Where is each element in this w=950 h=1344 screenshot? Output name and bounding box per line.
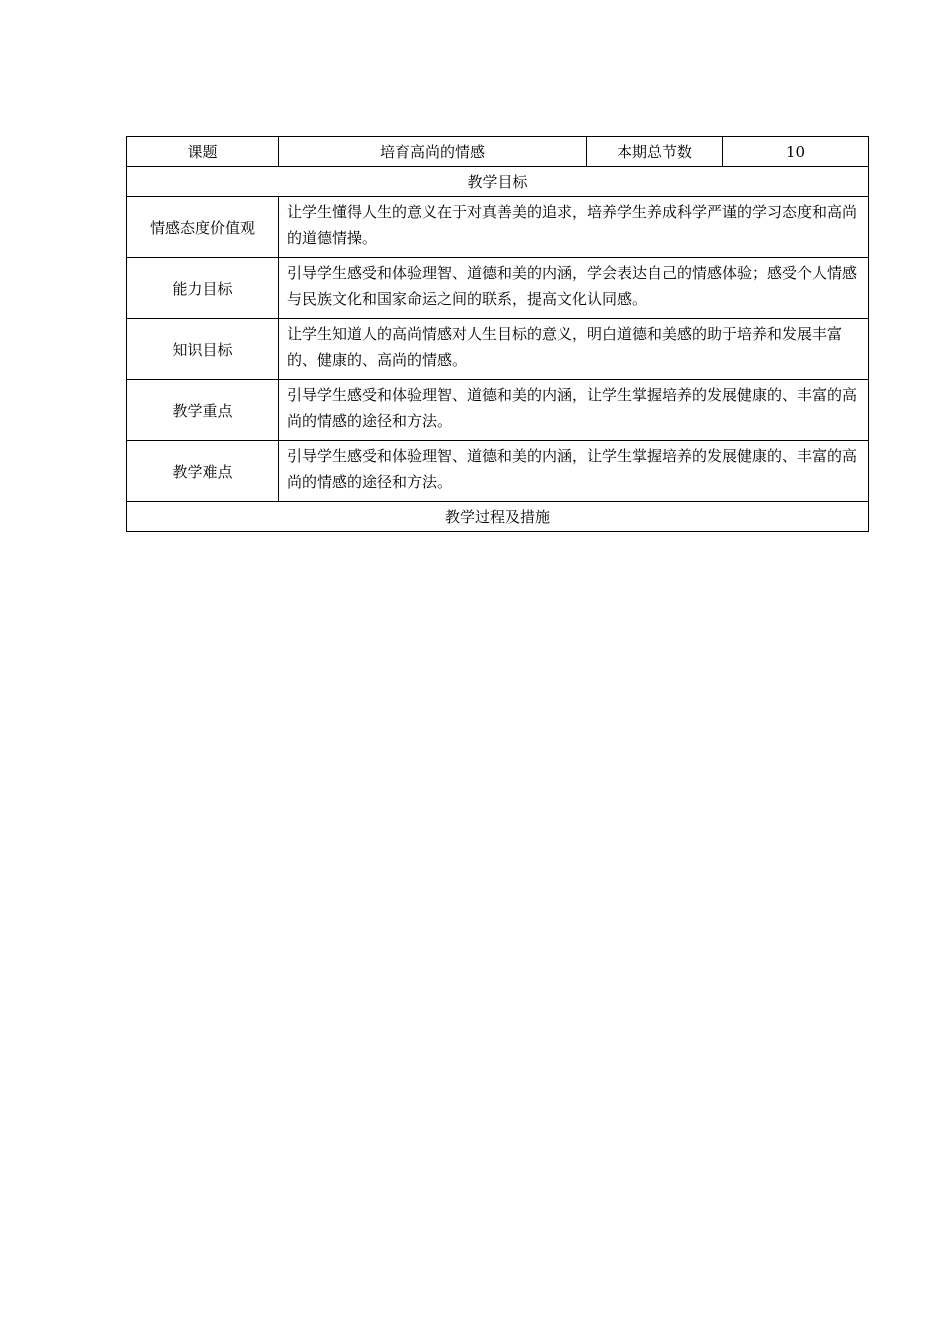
- header-row: [127, 137, 869, 167]
- row-label: 知识目标: [127, 319, 279, 380]
- lesson-plan-table: [126, 136, 869, 532]
- table-row: [127, 380, 869, 441]
- table-row: [127, 441, 869, 502]
- table-row: [127, 319, 869, 380]
- row-label: 能力目标: [127, 258, 279, 319]
- row-content: 引导学生感受和体验理智、道德和美的内涵，让学生掌握培养的发展健康的、丰富的高尚的情感的途径和方法。: [279, 441, 869, 502]
- total-sessions-value: 10: [723, 137, 869, 167]
- goals-section-title: 教学目标: [127, 167, 869, 197]
- table-row: [127, 197, 869, 258]
- row-label: 情感态度价值观: [127, 197, 279, 258]
- process-section-title: 教学过程及措施: [127, 502, 869, 532]
- row-label: 教学难点: [127, 441, 279, 502]
- topic-value: 培育高尚的情感: [279, 137, 587, 167]
- row-content: 让学生懂得人生的意义在于对真善美的追求，培养学生养成科学严谨的学习态度和高尚的道德情操。: [279, 197, 869, 258]
- row-content: 引导学生感受和体验理智、道德和美的内涵，学会表达自己的情感体验；感受个人情感与民族文化和国家命运之间的联系，提高文化认同感。: [279, 258, 869, 319]
- topic-label: 课题: [127, 137, 279, 167]
- process-section-row: [127, 502, 869, 532]
- table-row: [127, 258, 869, 319]
- row-label: 教学重点: [127, 380, 279, 441]
- row-content: 引导学生感受和体验理智、道德和美的内涵，让学生掌握培养的发展健康的、丰富的高尚的情感的途径和方法。: [279, 380, 869, 441]
- row-content: 让学生知道人的高尚情感对人生目标的意义，明白道德和美感的助于培养和发展丰富的、健康的、高尚的情感。: [279, 319, 869, 380]
- goals-section-row: [127, 167, 869, 197]
- total-sessions-label: 本期总节数: [587, 137, 723, 167]
